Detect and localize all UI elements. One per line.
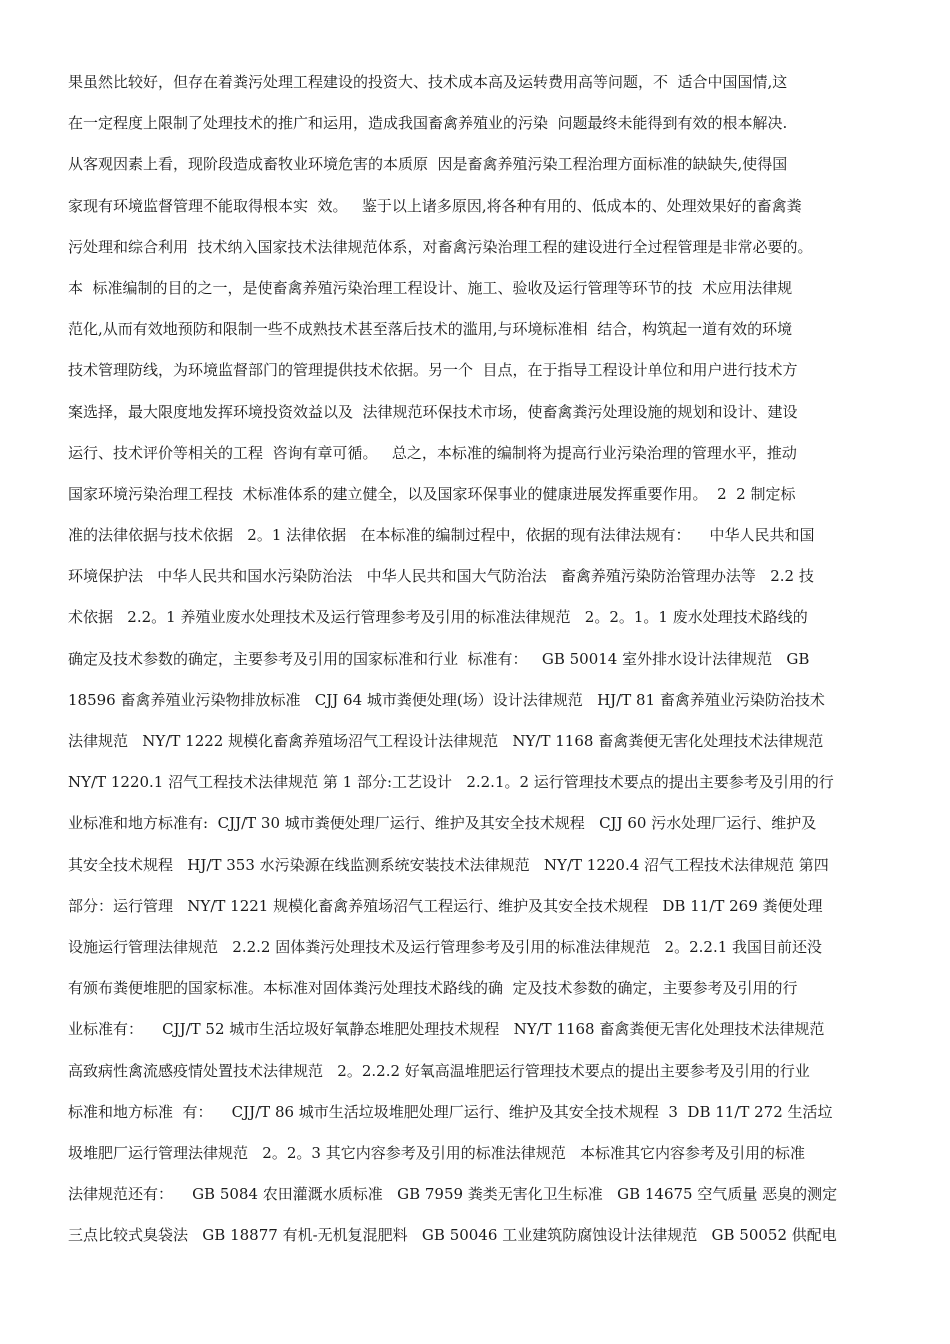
text-line: 法律规范 NY/T 1222 规模化畜禽养殖场沼气工程设计法律规范 NY/T 1168 畜禽粪便无害化处理技术法律规范 — [68, 732, 824, 750]
text-line: 确定及技术参数的确定，主要参考及引用的国家标准和行业 标准有： GB 50014 室外排水设计法律规范 GB — [68, 649, 810, 668]
text-line: 其安全技术规程 HJ/T 353 水污染源在线监测系统安装技术法律规范 NY/T 1220.4 沼气工程技术法律规范 第四 — [68, 855, 829, 874]
text-line: NY/T 1220.1 沼气工程技术法律规范 第 1 部分:工艺设计 2.2.1。2 运行管理技术要点的提出主要参考及引用的行 — [68, 773, 834, 792]
text-line: 准的法律依据与技术依据 2。1 法律依据 在本标准的编制过程中，依据的现有法律法规有： 中华人民共和国 — [68, 526, 815, 545]
text-line: 家现有环境监督管理不能取得根本实 效。 鉴于以上诸多原因,将各种有用的、低成本的、处理效果好的畜禽粪 — [68, 196, 802, 215]
text-line: 标准和地方标准 有： CJJ/T 86 城市生活垃圾堆肥处理厂运行、维护及其安全技术规程 3 DB 11/T 272 生活垃 — [68, 1102, 833, 1121]
text-line: 技术管理防线，为环境监督部门的管理提供技术依据。另一个 目点，在于指导工程设计单位和用户进行技术方 — [68, 361, 798, 380]
text-line: 环境保护法 中华人民共和国水污染防治法 中华人民共和国大气防治法 畜禽养殖污染防治管理办法等 2.2 技 — [68, 567, 814, 586]
text-line: 本 标准编制的目的之一，是使畜禽养殖污染治理工程设计、施工、验收及运行管理等环节的技 术应用法律规 — [68, 278, 793, 297]
text-line: 污处理和综合利用 技术纳入国家技术法律规范体系，对畜禽污染治理工程的建设进行全过程管理是非常必要的。 — [68, 237, 813, 256]
text-line: 三点比较式臭袋法 GB 18877 有机-无机复混肥料 GB 50046 工业建筑防腐蚀设计法律规范 GB 50052 供配电 — [68, 1226, 837, 1245]
text-line: 术依据 2.2。1 养殖业废水处理技术及运行管理参考及引用的标准法律规范 2。2。1。1 废水处理技术路线的 — [68, 608, 808, 627]
text-line: 部分：运行管理 NY/T 1221 规模化畜禽养殖场沼气工程运行、维护及其安全技术规程 DB 11/T 269 粪便处理 — [68, 896, 823, 915]
text-line: 高致病性禽流感疫情处置技术法律规范 2。2.2.2 好氧高温堆肥运行管理技术要点的提出主要参考及引用的行业 — [68, 1061, 810, 1080]
text-line: 从客观因素上看，现阶段造成畜牧业环境危害的本质原 因是畜禽养殖污染工程治理方面标准的缺缺失,使得国 — [68, 155, 788, 174]
text-line: 运行、技术评价等相关的工程 咨询有章可循。 总之，本标准的编制将为提高行业污染治理的管理水平，推动 — [68, 443, 797, 462]
text-line: 有颁布粪便堆肥的国家标准。本标准对固体粪污处理技术路线的确 定及技术参数的确定，主要参考及引用的行 — [68, 979, 798, 998]
text-line: 设施运行管理法律规范 2.2.2 固体粪污处理技术及运行管理参考及引用的标准法律规范 2。2.2.1 我国目前还没 — [68, 937, 823, 956]
text-line: 案选择，最大限度地发挥环境投资效益以及 法律规范环保技术市场，使畜禽粪污处理设施的规划和设计、建设 — [68, 402, 798, 421]
text-line: 范化,从而有效地预防和限制一些不成熟技术甚至落后技术的滥用,与环境标准相 结合，构筑起一道有效的环境 — [68, 320, 793, 339]
text-line: 业标准和地方标准有: CJJ/T 30 城市粪便处理厂运行、维护及其安全技术规程 CJJ 60 污水处理厂运行、维护及 — [68, 814, 817, 833]
text-line: 国家环境污染治理工程技 术标准体系的建立健全，以及国家环保事业的健康进展发挥重要作用。 2 2 制定标 — [68, 484, 796, 503]
text-line: 果虽然比较好，但存在着粪污处理工程建设的投资大、技术成本高及运转费用高等问题，不 适合中国国情,这 — [68, 73, 788, 91]
text-line: 在一定程度上限制了处理技术的推广和运用，造成我国畜禽养殖业的污染 问题最终未能得到有效的根本解决. — [68, 114, 788, 133]
document-body — [68, 72, 883, 1266]
text-line: 业标准有： CJJ/T 52 城市生活垃圾好氧静态堆肥处理技术规程 NY/T 1168 畜禽粪便无害化处理技术法律规范 — [68, 1020, 825, 1039]
text-line: 圾堆肥厂运行管理法律规范 2。2。3 其它内容参考及引用的标准法律规范 本标准其它内容参考及引用的标准 — [68, 1143, 806, 1162]
text-line: 18596 畜禽养殖业污染物排放标准 CJJ 64 城市粪便处理(场）设计法律规范 HJ/T 81 畜禽养殖业污染防治技术 — [68, 690, 825, 709]
text-line: 法律规范还有： GB 5084 农田灌溉水质标准 GB 7959 粪类无害化卫生标准 GB 14675 空气质量 恶臭的测定 — [68, 1185, 838, 1204]
